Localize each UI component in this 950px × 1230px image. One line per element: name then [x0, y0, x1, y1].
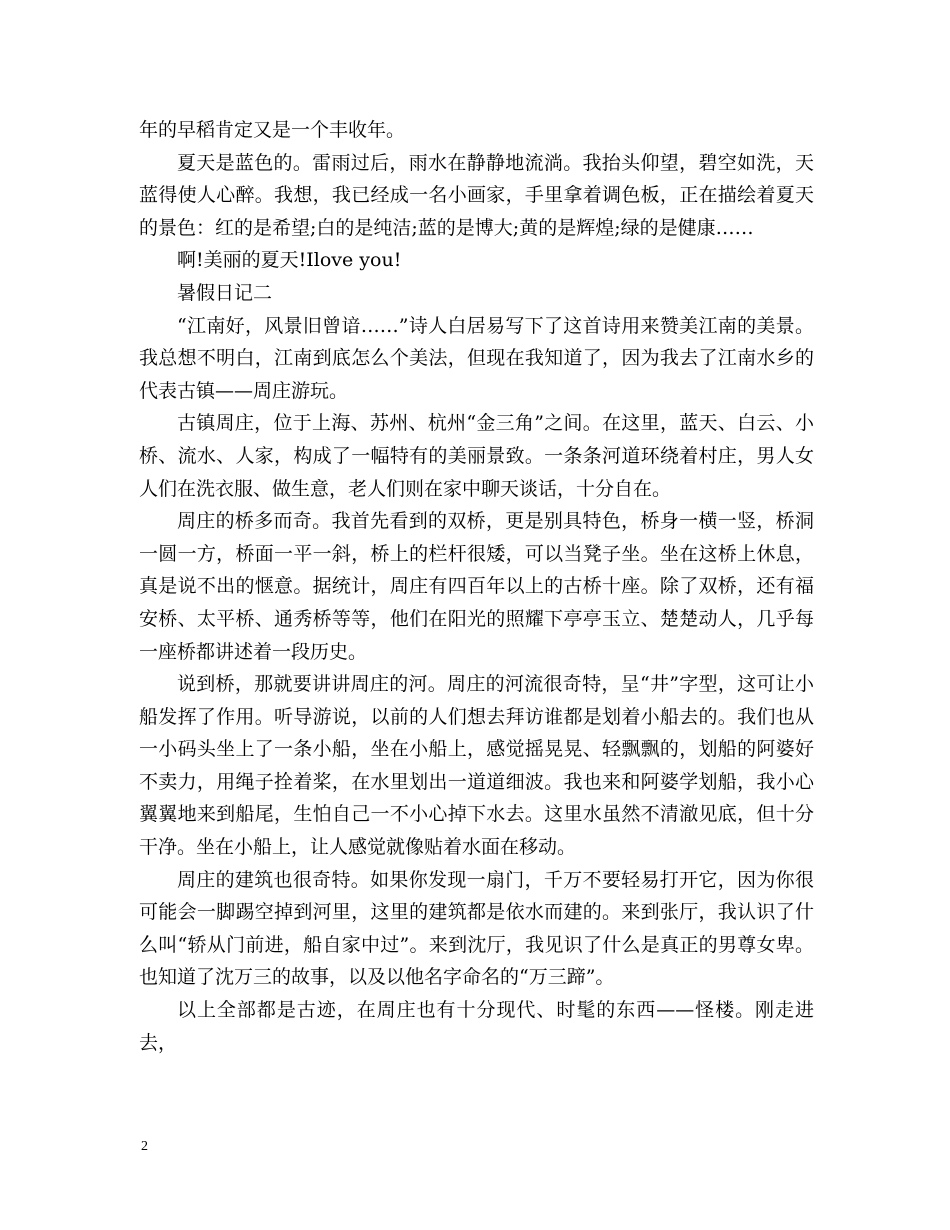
section-heading: 暑假日记二 [177, 281, 273, 304]
paragraph: 啊!美丽的夏天!Ilove you! [177, 249, 402, 272]
page-number: 2 [141, 1139, 148, 1154]
paragraph: 古镇周庄，位于上海、苏州、杭州“金三角”之间。在这里，蓝天、白云、小桥、流水、人家，构成了一幅特有的美丽景致。一条条河道环绕着村庄，男人女人们在洗衣服、做生意，老人们则在家中聊天谈话，十分自在。 [139, 412, 814, 500]
paragraph: 说到桥，那就要讲讲周庄的河。周庄的河流很奇特，呈“井”字型，这可让小船发挥了作用。听导游说，以前的人们想去拜访谁都是划着小船去的。我们也从一小码头坐上了一条小船，坐在小船上，感觉摇晃晃、轻飘飘的，划船的阿婆好不卖力，用绳子拴着桨，在水里划出一道道细波。我也来和阿婆学划船，我小心翼翼地来到船尾，生怕自己一不小心掉下水去。这里水虽然不清澈见底，但十分干净。坐在小船上，让人感觉就像贴着水面在移动。 [139, 673, 814, 859]
paragraph: 年的早稻肯定又是一个丰收年。 [139, 119, 406, 141]
paragraph: “江南好，风景旧曾谙……”诗人白居易写下了这首诗用来赞美江南的美景。我总想不明白，江南到底怎么个美法，但现在我知道了，因为我去了江南水乡的代表古镇——周庄游玩。 [139, 314, 814, 402]
paragraph: 夏天是蓝色的。雷雨过后，雨水在静静地流淌。我抬头仰望，碧空如洗，天蓝得使人心醉。我想，我已经成一名小画家，手里拿着调色板，正在描绘着夏天的景色：红的是希望;白的是纯洁;蓝的是博大;黄的是辉煌;绿的是健康…… [139, 151, 814, 239]
paragraph: 以上全部都是古迹，在周庄也有十分现代、时髦的东西——怪楼。刚走进去， [139, 999, 814, 1054]
paragraph: 周庄的桥多而奇。我首先看到的双桥，更是别具特色，桥身一横一竖，桥洞一圆一方，桥面一平一斜，桥上的栏杆很矮，可以当凳子坐。坐在这桥上休息，真是说不出的惬意。据统计，周庄有四百年以上的古桥十座。除了双桥，还有福安桥、太平桥、通秀桥等等，他们在阳光的照耀下亭亭玉立、楚楚动人，几乎每一座桥都讲述着一段历史。 [139, 510, 814, 663]
body-text [139, 114, 814, 1059]
paragraph: 周庄的建筑也很奇特。如果你发现一扇门，千万不要轻易打开它，因为你很可能会一脚踢空掉到河里，这里的建筑都是依水而建的。来到张厅，我认识了什么叫“轿从门前进，船自家中过”。来到沈厅，我见识了什么是真正的男尊女卑。也知道了沈万三的故事，以及以他名字命名的“万三蹄”。 [139, 868, 814, 989]
